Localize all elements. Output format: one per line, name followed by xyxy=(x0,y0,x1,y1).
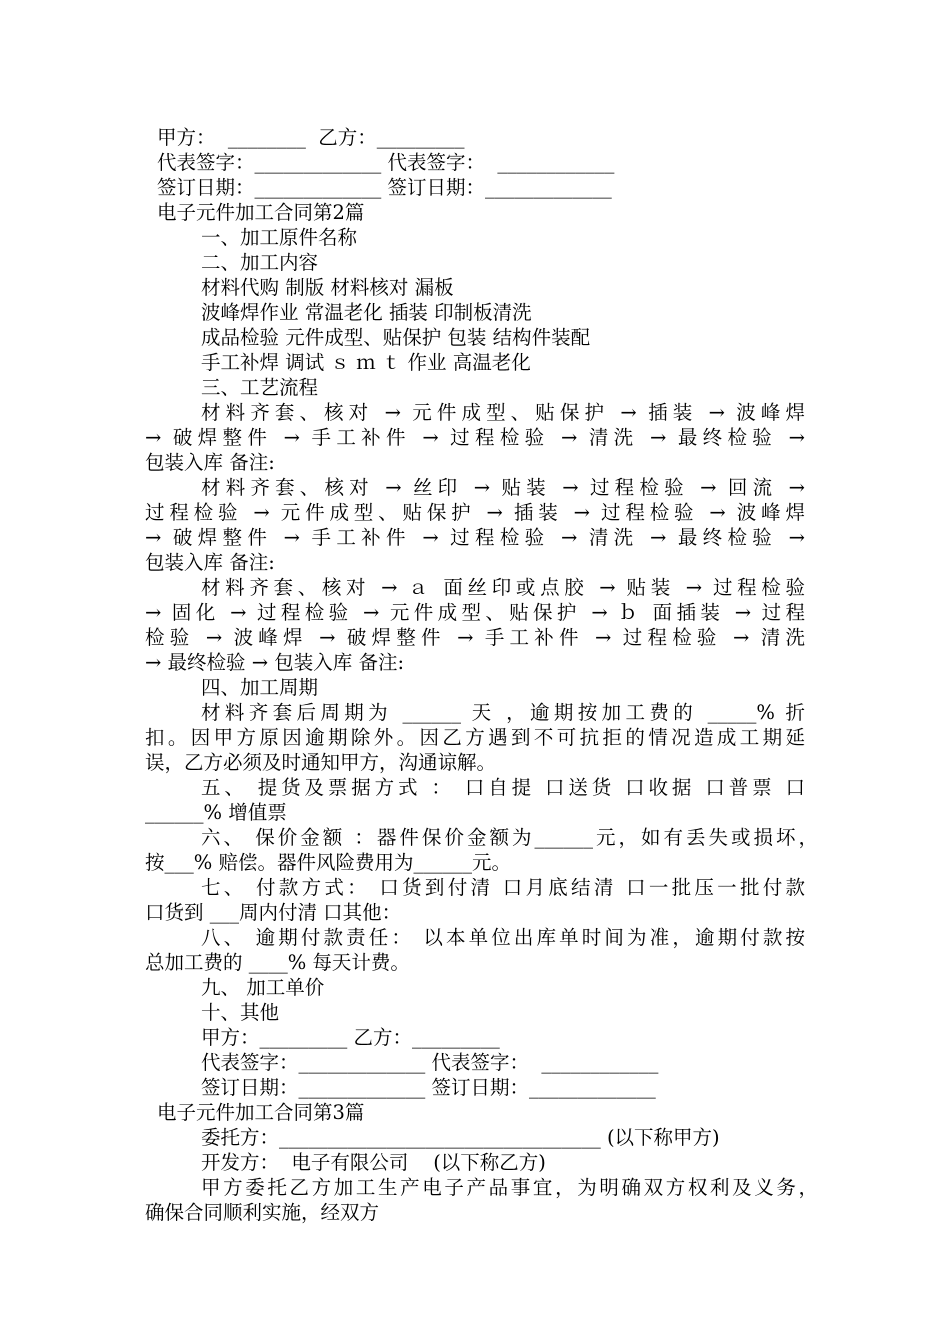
process-flow-line: 材料齐套、核对 → ａ 面丝印或点胶 → 贴装 → 过程检验 xyxy=(201,576,805,599)
clause-4-text: 材料齐套后周期为 ______ 天 ，逾期按加工费的 _____% 折 xyxy=(201,701,805,724)
clause-2-heading: 二、加工内容 xyxy=(201,251,319,274)
clause-9-heading: 九、 加工单价 xyxy=(201,976,325,999)
processing-content-line: 材料代购 制版 材料核对 漏板 xyxy=(201,276,454,299)
signature-line-representatives: 代表签字：_____________ 代表签字： ____________ xyxy=(157,151,615,174)
clause-3-heading: 三、工艺流程 xyxy=(201,376,319,399)
clause-8-text: 总加工费的 ____% 每天计费。 xyxy=(145,951,410,974)
clause-4-text: 误，乙方必须及时通知甲方，沟通谅解。 xyxy=(145,751,497,774)
clause-8-text: 八、 逾期付款责任： 以本单位出库单时间为准，逾期付款按 xyxy=(201,926,805,949)
signature-line-parties: 甲方：_________ 乙方：_________ xyxy=(201,1026,500,1049)
clause-6-text: 按___% 赔偿。器件风险费用为______元。 xyxy=(145,851,511,874)
clause-1-heading: 一、加工原件名称 xyxy=(201,226,358,249)
process-flow-line: → 破焊整件 → 手工补件 → 过程检验 → 清洗 → 最终检验 → xyxy=(145,426,805,449)
preamble-text: 甲方委托乙方加工生产电子产品事宜，为明确双方权利及义务， xyxy=(201,1176,818,1199)
process-flow-note: 包装入库 备注: xyxy=(145,451,275,474)
process-flow-line: 材料齐套、核对 → 元件成型、贴保护 → 插装 → 波峰焊 xyxy=(201,401,805,424)
clause-7-text: 口货到 ___周内付清 口其他： xyxy=(145,901,402,924)
process-flow-line: 材料齐套、核对 → 丝印 → 贴装 → 过程检验 → 回流 → xyxy=(201,476,805,499)
clause-4-text: 扣。因甲方原因逾期除外。因乙方遇到不可抗拒的情况造成工期延 xyxy=(145,726,805,749)
clause-10-heading: 十、其他 xyxy=(201,1001,280,1024)
signature-line-dates: 签订日期：_____________ 签订日期：_____________ xyxy=(157,176,612,199)
processing-content-line: 成品检验 元件成型、贴保护 包装 结构件装配 xyxy=(201,326,591,349)
process-flow-line: → 固化 → 过程检验 → 元件成型、贴保护 → ｂ 面插装 → 过程 xyxy=(145,601,805,624)
section-heading-3: 电子元件加工合同第3篇 xyxy=(157,1101,365,1124)
clause-6-text: 六、 保价金额 ：器件保价金额为______元，如有丢失或损坏， xyxy=(201,826,818,849)
clause-7-text: 七、 付款方式： 口货到付清 口月底结清 口一批压一批付款 xyxy=(201,876,805,899)
client-party-line: 委托方：_________________________________ (以下称甲方) xyxy=(201,1126,720,1149)
signature-line-representatives: 代表签字：_____________ 代表签字： ____________ xyxy=(201,1051,659,1074)
clause-5-text: 五、 提货及票据方式 ： 口自提 口送货 口收据 口普票 口 xyxy=(201,776,805,799)
section-heading-2: 电子元件加工合同第2篇 xyxy=(157,201,365,224)
processing-content-line: 波峰焊作业 常温老化 插装 印制板清洗 xyxy=(201,301,532,324)
preamble-text: 确保合同顺利实施，经双方 xyxy=(145,1201,380,1224)
process-flow-line: 过程检验 → 元件成型、贴保护 → 插装 → 过程检验 → 波峰焊 xyxy=(145,501,805,524)
signature-line-parties: 甲方： ________ 乙方：_________ xyxy=(157,126,465,149)
process-flow-line: → 破焊整件 → 手工补件 → 过程检验 → 清洗 → 最终检验 → xyxy=(145,526,805,549)
signature-line-dates: 签订日期：_____________ 签订日期：_____________ xyxy=(201,1076,656,1099)
processing-content-line: 手工补焊 调试 ｓ ｍ ｔ 作业 高温老化 xyxy=(201,351,531,374)
process-flow-note: → 最终检验 → 包装入库 备注: xyxy=(145,651,405,674)
clause-4-heading: 四、加工周期 xyxy=(201,676,319,699)
developer-party-line: 开发方： 电子有限公司 (以下称乙方) xyxy=(201,1151,546,1174)
process-flow-line: 检验 → 波峰焊 → 破焊整件 → 手工补件 → 过程检验 → 清洗 xyxy=(145,626,805,649)
clause-5-text: ______% 增值票 xyxy=(145,801,287,824)
process-flow-note: 包装入库 备注: xyxy=(145,551,275,574)
